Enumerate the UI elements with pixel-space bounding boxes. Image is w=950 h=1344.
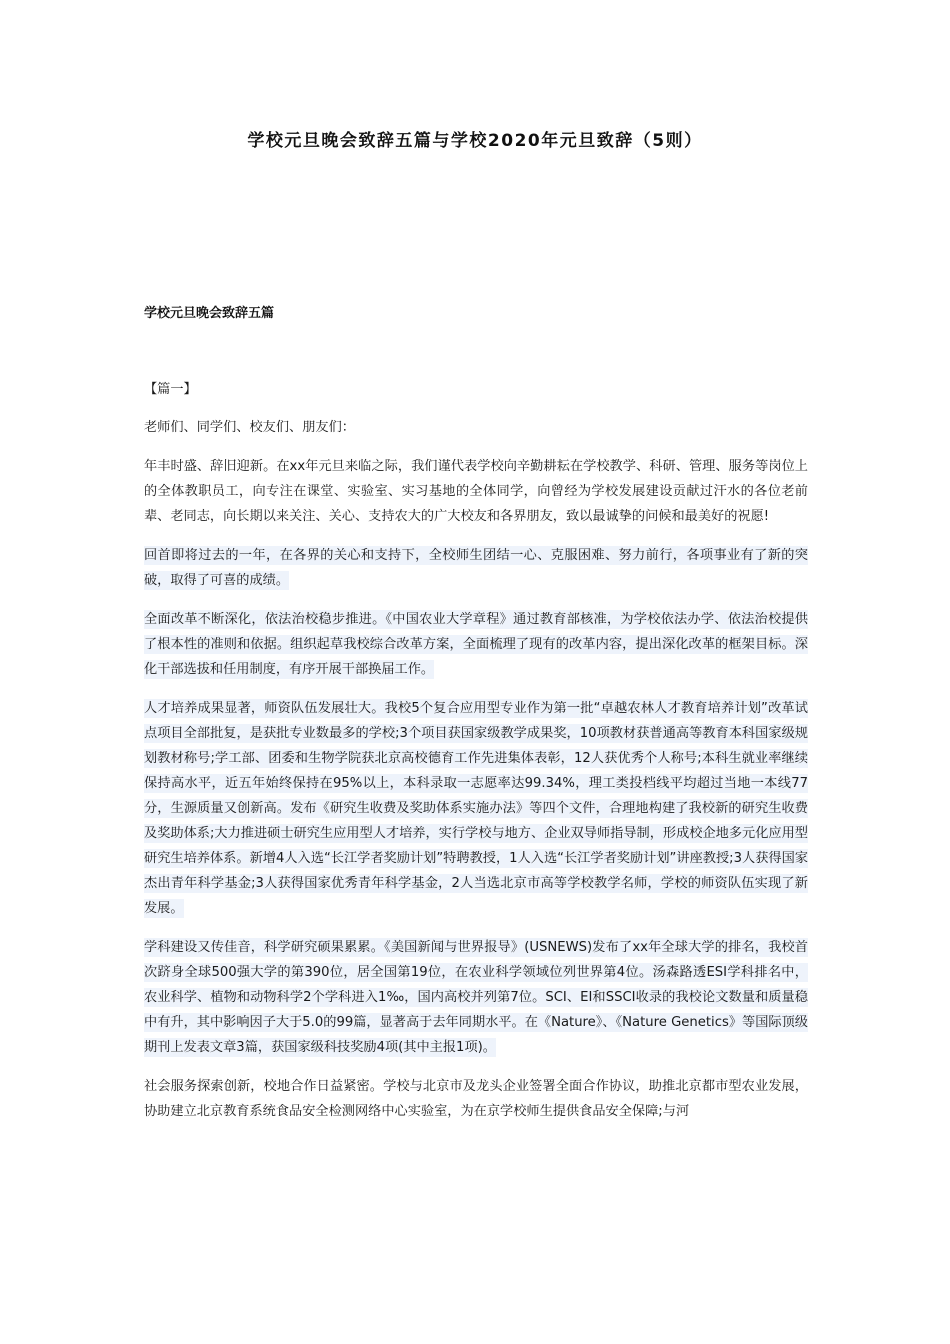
part-label: 【篇一】 [144, 382, 197, 397]
paragraph-6: 社会服务探索创新，校地合作日益紧密。学校与北京市及龙头企业签署全面合作协议，助推北京都市型农业发展，协助建立北京教育系统食品安全检测网络中心实验室，为在京学校师生提供食品安全保障;与河 [144, 1079, 808, 1119]
paragraph-2-text: 回首即将过去的一年，在各界的关心和支持下，全校师生团结一心、克服困难、努力前行，各项事业有了新的突破，取得了可喜的成绩。 [144, 548, 808, 588]
paragraph-3 [144, 607, 808, 682]
section-heading: 学校元旦晚会致辞五篇 [144, 306, 275, 321]
document-title: 学校元旦晚会致辞五篇与学校2020年元旦致辞（5则） [247, 131, 703, 151]
paragraph-3-text: 全面改革不断深化，依法治校稳步推进。《中国农业大学章程》通过教育部核准，为学校依法办学、依法治校提供了根本性的准则和依据。组织起草我校综合改革方案，全面梳理了现有的改革内容，提出深化改革的框架目标。深化干部选拔和任用制度，有序开展干部换届工作。 [144, 612, 808, 677]
document-body [144, 377, 808, 1138]
paragraph-4-text: 人才培养成果显著，师资队伍发展壮大。我校5个复合应用型专业作为第一批“卓越农林人才教育培养计划”改革试点项目全部批复，是获批专业数最多的学校;3个项目获国家级教学成果奖，10项教材获普通高等教育本科国家级规划教材称号;学工部、团委和生物学院获北京高校德育工作先进集体表彰，12人获优秀个人称号;本科生就业率继续保持高水平，近五年始终保持在95%以上，本科录取一志愿率达99.34%，理工类投档线平均超过当地一本线77分，生源质量又创新高。发布《研究生收费及奖助体系实施办法》等四个文件，合理地构建了我校新的研究生收费及奖助体系;大力推进硕士研究生应用型人才培养，实行学校与地方、企业双导师指导制，形成校企地多元化应用型研究生培养体系。新增4人入选“长江学者奖励计划”特聘教授，1人入选“长江学者奖励计划”讲座教授;3人获得国家杰出青年科学基金;3人获得国家优秀青年科学基金，2人当选北京市高等学校教学名师，学校的师资队伍实现了新发展。 [144, 701, 808, 916]
greeting: 老师们、同学们、校友们、朋友们： [144, 420, 355, 435]
paragraph-1: 年丰时盛、辞旧迎新。在xx年元旦来临之际，我们谨代表学校向辛勤耕耘在学校教学、科研、管理、服务等岗位上的全体教职员工，向专注在课堂、实验室、实习基地的全体同学，向曾经为学校发展建设贡献过汗水的各位老前辈、老同志，向长期以来关注、关心、支持农大的广大校友和各界朋友，致以最诚挚的问候和最美好的祝愿! [144, 459, 808, 524]
paragraph-5-text: 学科建设又传佳音，科学研究硕果累累。《美国新闻与世界报导》(USNEWS)发布了xx年全球大学的排名，我校首次跻身全球500强大学的第390位，居全国第19位，在农业科学领域位列世界第4位。汤森路透ESI学科排名中， 农业科学、植物和动物科学2个学科进入1‰，国内高校并列第7位。SCI、EI和SSCI收录的我校论文数量和质量稳中有升，其中影响因子大于5.0的99篇，显著高于去年同期水平。在《Nature》、《Nature Genetics》等国际顶级期刊上发表文章3篇，获国家级科技奖励4项(其中主报1项)。 [144, 940, 808, 1055]
paragraph-4 [144, 696, 808, 921]
paragraph-5 [144, 935, 808, 1060]
paragraph-2 [144, 543, 808, 593]
